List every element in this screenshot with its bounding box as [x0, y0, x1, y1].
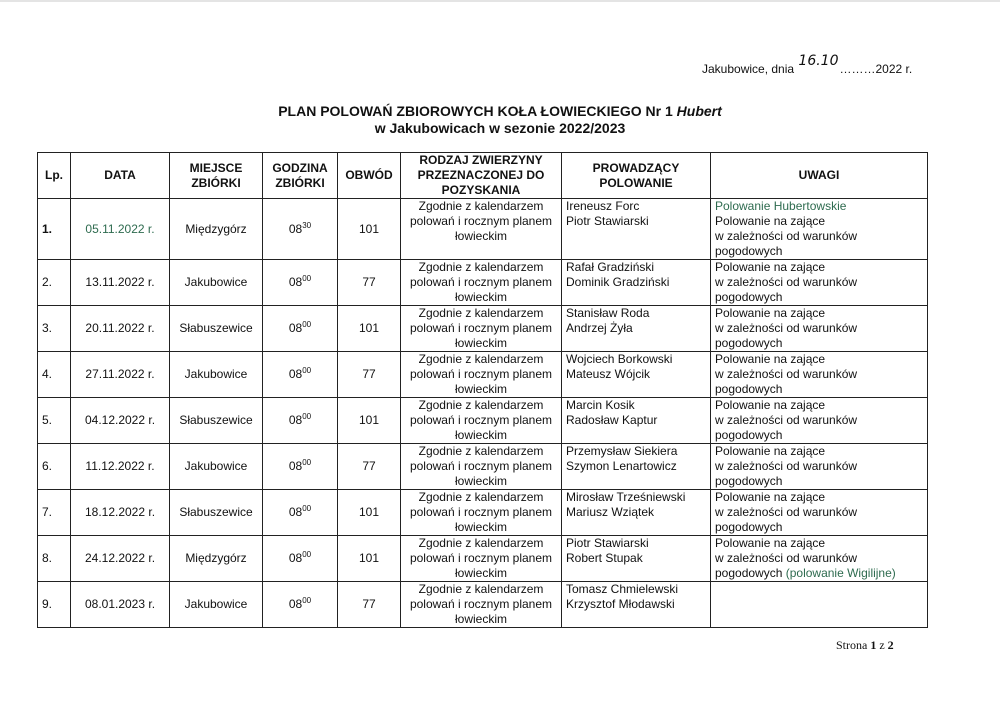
uwagi-line-2: w zależności od warunków [715, 505, 858, 519]
cell-rodzaj: Zgodnie z kalendarzem polowań i rocznym planem łowieckim [401, 444, 562, 490]
cell-rodzaj: Zgodnie z kalendarzem polowań i rocznym planem łowieckim [401, 352, 562, 398]
leader-2: Radosław Kaptur [566, 413, 658, 427]
hour-value: 08 [288, 321, 303, 335]
cell-hour [263, 490, 338, 536]
header-miejsce: MIEJSCE ZBIÓRKI [170, 153, 263, 199]
uwagi-line-3-text: pogodowych [715, 382, 783, 396]
hour-value: 08 [288, 551, 303, 565]
uwagi-line-2: w zależności od warunków [715, 275, 858, 289]
minute-value: 00 [302, 320, 312, 329]
leader-1: Piotr Stawiarski [566, 536, 649, 550]
cell-date: 05.11.2022 r. [71, 199, 170, 260]
cell-place: Międzygórz [170, 199, 263, 260]
cell-hour [263, 536, 338, 582]
uwagi-highlight: Polowanie Hubertowskie [715, 199, 847, 213]
cell-lp: 9. [38, 582, 71, 628]
hour-value: 08 [288, 367, 303, 381]
cell-hour [263, 352, 338, 398]
hour-value: 08 [288, 505, 303, 519]
cell-rodzaj: Zgodnie z kalendarzem polowań i rocznym planem łowieckim [401, 398, 562, 444]
minute-value: 00 [302, 274, 312, 283]
table-row [38, 352, 928, 398]
leader-2: Andrzej Żyła [566, 321, 633, 335]
hour-value: 08 [288, 413, 303, 427]
leader-2: Krzysztof Młodawski [566, 597, 675, 611]
header-obwod: OBWÓD [338, 153, 401, 199]
cell-date: 13.11.2022 r. [71, 260, 170, 306]
leader-1: Mirosław Trześniewski [566, 490, 686, 504]
uwagi-line-2: w zależności od warunków [715, 413, 858, 427]
leader-2: Mariusz Wziątek [566, 505, 655, 519]
page-prefix: Strona [836, 638, 868, 652]
cell-uwagi [711, 444, 928, 490]
cell-leaders [562, 306, 711, 352]
cell-rodzaj: Zgodnie z kalendarzem polowań i rocznym planem łowieckim [401, 199, 562, 260]
cell-obwod: 77 [338, 582, 401, 628]
cell-uwagi [711, 582, 928, 628]
cell-uwagi [711, 398, 928, 444]
uwagi-line-2: w zależności od warunków [715, 367, 858, 381]
cell-rodzaj: Zgodnie z kalendarzem polowań i rocznym planem łowieckim [401, 306, 562, 352]
hour-value: 08 [288, 275, 303, 289]
cell-obwod: 77 [338, 260, 401, 306]
cell-lp: 2. [38, 260, 71, 306]
scan-edge-line [0, 0, 1000, 2]
hour-value: 08 [288, 597, 303, 611]
uwagi-line-3 [715, 382, 923, 397]
cell-obwod: 101 [338, 490, 401, 536]
cell-place: Słabuszewice [170, 490, 263, 536]
cell-hour [263, 260, 338, 306]
title-italic: Hubert [676, 103, 722, 119]
title-main: PLAN POLOWAŃ ZBIOROWYCH KOŁA ŁOWIECKIEGO Nr 1 [278, 103, 673, 119]
cell-lp: 8. [38, 536, 71, 582]
page-current: 1 [870, 638, 877, 652]
cell-rodzaj: Zgodnie z kalendarzem polowań i rocznym planem łowieckim [401, 260, 562, 306]
header-rodzaj: RODZAJ ZWIERZYNY PRZEZNACZONEJ DO POZYSKANIA [401, 153, 562, 199]
date-suffix: 2022 r. [875, 62, 913, 76]
cell-hour [263, 306, 338, 352]
cell-lp: 6. [38, 444, 71, 490]
cell-leaders [562, 398, 711, 444]
uwagi-line-1: Polowanie na zające [715, 352, 826, 366]
minute-value: 00 [302, 366, 312, 375]
cell-obwod: 77 [338, 444, 401, 490]
uwagi-line-3-text: pogodowych [715, 520, 783, 534]
uwagi-line-3 [715, 290, 923, 305]
minute-value: 00 [302, 550, 312, 559]
uwagi-line-1: Polowanie na zające [715, 260, 826, 274]
uwagi-line-3-text: pogodowych [715, 566, 783, 580]
cell-place: Jakubowice [170, 582, 263, 628]
uwagi-line-2: w zależności od warunków [715, 321, 858, 335]
leader-1: Marcin Kosik [566, 398, 635, 412]
date-prefix: Jakubowice, dnia [702, 62, 795, 76]
cell-leaders [562, 490, 711, 536]
cell-uwagi [711, 352, 928, 398]
uwagi-line-3-text: pogodowych [715, 244, 783, 258]
cell-date: 11.12.2022 r. [71, 444, 170, 490]
leader-1: Przemysław Siekiera [566, 444, 678, 458]
header-prowadzacy: PROWADZĄCY POLOWANIE [562, 153, 711, 199]
cell-obwod: 101 [338, 536, 401, 582]
leader-2: Piotr Stawiarski [566, 214, 649, 228]
uwagi-line-2: w zależności od warunków [715, 551, 858, 565]
leader-2: Robert Stupak [566, 551, 643, 565]
cell-date: 24.12.2022 r. [71, 536, 170, 582]
uwagi-line-1: Polowanie na zające [715, 490, 826, 504]
uwagi-line-3-note: (polowanie Wigilijne) [785, 566, 896, 580]
cell-date: 20.11.2022 r. [71, 306, 170, 352]
document-title [0, 103, 1000, 119]
minute-value: 30 [302, 220, 312, 230]
uwagi-line-3-text: pogodowych [715, 428, 783, 442]
header-lp: Lp. [38, 153, 71, 199]
leader-1: Wojciech Borkowski [566, 352, 673, 366]
table-row [38, 582, 928, 628]
minute-value: 00 [302, 412, 312, 421]
cell-obwod: 101 [338, 398, 401, 444]
document-date [702, 53, 913, 77]
cell-leaders [562, 536, 711, 582]
leader-1: Tomasz Chmielewski [566, 582, 679, 596]
uwagi-line-3 [715, 474, 923, 489]
table-row [38, 306, 928, 352]
date-dots: ……… [839, 62, 876, 76]
table-header-row [38, 153, 928, 199]
date-handwritten: 16.10 [798, 53, 839, 69]
document-subtitle: w Jakubowicach w sezonie 2022/2023 [374, 120, 626, 136]
page-total: 2 [887, 638, 894, 652]
minute-value: 00 [302, 458, 312, 467]
cell-place: Słabuszewice [170, 306, 263, 352]
cell-place: Jakubowice [170, 260, 263, 306]
uwagi-line-3 [715, 428, 923, 443]
hour-value: 08 [288, 459, 303, 473]
cell-uwagi [711, 306, 928, 352]
header-godzina: GODZINA ZBIÓRKI [263, 153, 338, 199]
cell-hour [263, 582, 338, 628]
cell-date: 18.12.2022 r. [71, 490, 170, 536]
page-sep: z [879, 638, 885, 652]
header-data: DATA [71, 153, 170, 199]
cell-place: Międzygórz [170, 536, 263, 582]
uwagi-line-1: Polowanie na zające [715, 398, 826, 412]
cell-obwod: 101 [338, 306, 401, 352]
table-row [38, 398, 928, 444]
cell-hour [263, 444, 338, 490]
cell-place: Jakubowice [170, 444, 263, 490]
header-uwagi: UWAGI [711, 153, 928, 199]
uwagi-line-3 [715, 566, 923, 581]
cell-obwod: 101 [338, 199, 401, 260]
uwagi-line-1: Polowanie na zające [715, 536, 826, 550]
cell-uwagi [711, 490, 928, 536]
cell-rodzaj: Zgodnie z kalendarzem polowań i rocznym planem łowieckim [401, 582, 562, 628]
cell-leaders [562, 199, 711, 260]
cell-uwagi [711, 199, 928, 260]
table-row [38, 199, 928, 260]
cell-rodzaj: Zgodnie z kalendarzem polowań i rocznym planem łowieckim [401, 536, 562, 582]
hunting-plan-table [37, 152, 928, 628]
table-row [38, 444, 928, 490]
table-row [38, 260, 928, 306]
uwagi-line-2: w zależności od warunków [715, 459, 858, 473]
uwagi-line-2: w zależności od warunków [715, 229, 858, 243]
minute-value: 00 [302, 504, 312, 513]
page-number [836, 638, 894, 653]
uwagi-line-1: Polowanie na zające [715, 306, 826, 320]
leader-1: Rafał Gradziński [566, 260, 655, 274]
cell-date: 27.11.2022 r. [71, 352, 170, 398]
uwagi-line-1: Polowanie na zające [715, 444, 826, 458]
uwagi-line-1: Polowanie na zające [715, 214, 826, 228]
uwagi-line-3-text: pogodowych [715, 474, 783, 488]
cell-hour [263, 398, 338, 444]
cell-uwagi [711, 536, 928, 582]
cell-obwod: 77 [338, 352, 401, 398]
uwagi-line-3-text: pogodowych [715, 336, 783, 350]
uwagi-line-3 [715, 244, 923, 259]
cell-date: 08.01.2023 r. [71, 582, 170, 628]
minute-value: 00 [302, 596, 312, 605]
cell-place: Jakubowice [170, 352, 263, 398]
cell-leaders [562, 352, 711, 398]
cell-rodzaj: Zgodnie z kalendarzem polowań i rocznym planem łowieckim [401, 490, 562, 536]
leader-2: Mateusz Wójcik [566, 367, 651, 381]
cell-place: Słabuszewice [170, 398, 263, 444]
table-row [38, 536, 928, 582]
leader-2: Szymon Lenartowicz [566, 459, 677, 473]
cell-leaders [562, 260, 711, 306]
uwagi-line-3 [715, 520, 923, 535]
hour-value: 08 [288, 221, 303, 236]
cell-lp: 7. [38, 490, 71, 536]
cell-lp: 5. [38, 398, 71, 444]
cell-hour [263, 199, 338, 260]
cell-lp: 3. [38, 306, 71, 352]
cell-lp: 4. [38, 352, 71, 398]
cell-lp: 1. [38, 199, 71, 260]
leader-1: Stanisław Roda [566, 306, 650, 320]
cell-leaders [562, 582, 711, 628]
cell-date: 04.12.2022 r. [71, 398, 170, 444]
cell-uwagi [711, 260, 928, 306]
leader-2: Dominik Gradziński [566, 275, 670, 289]
cell-leaders [562, 444, 711, 490]
table-row [38, 490, 928, 536]
uwagi-line-3-text: pogodowych [715, 290, 783, 304]
uwagi-line-3 [715, 336, 923, 351]
leader-1: Ireneusz Forc [566, 199, 640, 213]
